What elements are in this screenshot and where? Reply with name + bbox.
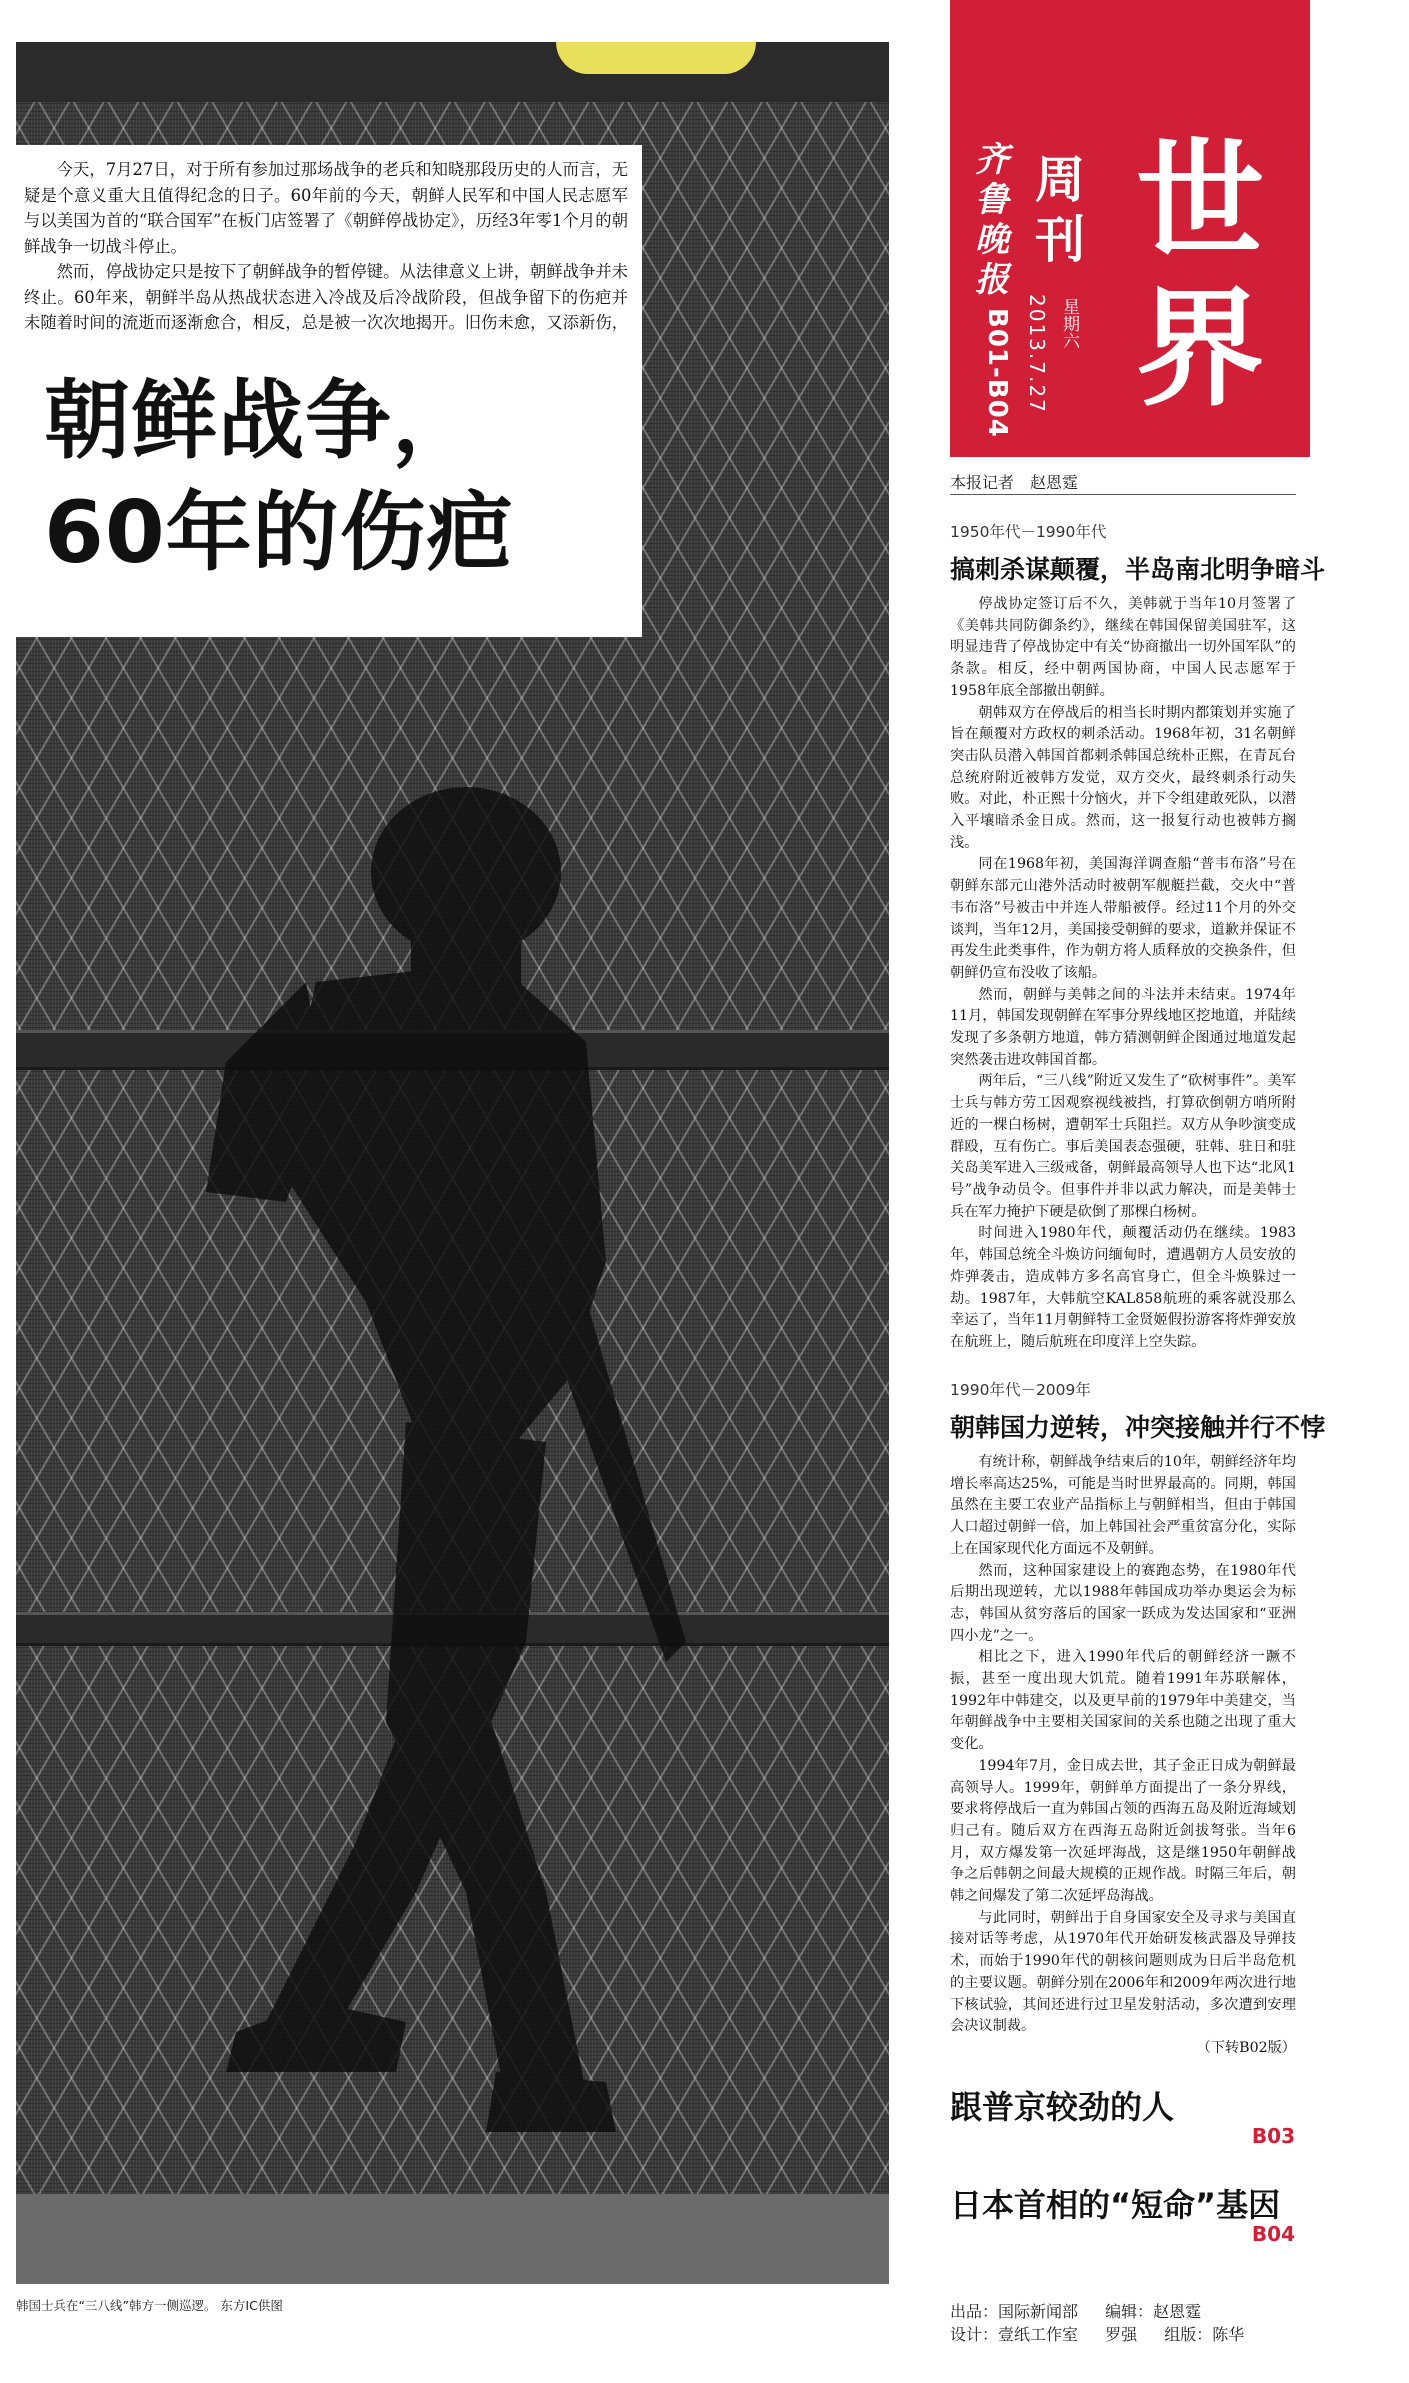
divider — [950, 494, 1296, 495]
soldier-silhouette — [166, 742, 726, 2222]
headline-line-1: 朝鲜战争， — [44, 371, 479, 471]
continued-note: （下转B02版） — [1196, 2039, 1296, 2056]
article-body-2 — [950, 1452, 1296, 2060]
teaser-title-b04[interactable]: 日本首相的“短命”基因 — [950, 2186, 1281, 2224]
teaser-title-b03[interactable]: 跟普京较劲的人 — [950, 2088, 1175, 2126]
teaser-page-b04[interactable]: B04 — [1251, 2222, 1295, 2246]
article-paragraph: 同在1968年初，美国海洋调查船“普韦布洛”号在朝鲜东部元山港外活动时被朝军舰艇拦截，交火中“普韦布洛”号被击中并连人带船被俘。经过11个月的外交谈判，当年12月，美国接受朝鲜的要求，道歉并保证不再发生此类事件，作为朝方将人质释放的交换条件，但朝鲜仍宣布没收了该船。 — [950, 856, 1296, 981]
article-paragraph: 有统计称，朝鲜战争结束后的10年，朝鲜经济年均增长率高达25%，可能是当时世界最高的。同期，韩国虽然在主要工农业产品指标上与朝鲜相当，但由于韩国人口超过朝鲜一倍，加上韩国社会严重贫富分化，实际上在国家现代化方面远不及朝鲜。 — [950, 1454, 1296, 1557]
page-credits — [950, 2300, 1244, 2346]
teaser-page-b03[interactable]: B03 — [1251, 2124, 1295, 2148]
era-label-2: 1990年代－2009年 — [950, 1381, 1091, 1399]
photo-caption: 韩国士兵在“三八线”韩方一侧巡逻。 东方IC供图 — [16, 2298, 283, 2313]
photo-ground — [16, 2194, 889, 2284]
intro-text-box — [10, 145, 642, 337]
article-paragraph: 两年后，“三八线”附近又发生了“砍树事件”。美军士兵与韩方劳工因观察视线被挡，打算砍倒朝方哨所附近的一棵白杨树，遭朝军士兵阻拦。双方从争吵演变成群殴，互有伤亡。事后美国表态强硬，驻韩、驻日和驻关岛美军进入三级戒备，朝鲜最高领导人也下达“北风1号”战争动员令。但事件并非以武力解决，而是美韩士兵在军力掩护下硬是砍倒了那棵白杨树。 — [950, 1073, 1296, 1220]
era-label-1: 1950年代－1990年代 — [950, 523, 1107, 541]
section-title: 世界 — [1135, 127, 1264, 424]
photo-top-rail — [16, 42, 889, 102]
intro-paragraph: 今天，7月27日，对于所有参加过那场战争的老兵和知晓那段历史的人而言，无疑是个意义重大且值得纪念的日子。60年前的今天，朝鲜人民军和中国人民志愿军与以美国为首的“联合国军”在板门店签署了《朝鲜停战协定》，历经3年零1个月的朝鲜战争一切战斗停止。 — [24, 160, 628, 256]
article-paragraph: 然而，这种国家建设上的赛跑态势，在1980年代后期出现逆转，尤以1988年韩国成功举办奥运会为标志，韩国从贫穷落后的国家一跃成为发达国家和“亚洲四小龙”之一。 — [950, 1562, 1296, 1644]
newspaper-logo: 齐鲁晚报 — [975, 140, 1009, 300]
masthead — [950, 0, 1310, 457]
weekday: 星期六 — [1059, 298, 1079, 349]
article-paragraph: 停战协定签订后不久，美韩就于当年10月签署了《美韩共同防御条约》，继续在韩国保留美国驻军，这明显违背了停战协定中有关“协商撤出一切外国军队”的条款。相反，经中朝两国协商，中国人民志愿军于1958年底全部撤出朝鲜。 — [950, 596, 1296, 699]
article-paragraph: 与此同时，朝鲜出于自身国家安全及寻求与美国直接对话等考虑，从1970年代开始研发核武器及导弹技术，而始于1990年代的朝核问题则成为日后半岛危机的主要议题。朝鲜分别在2006年和2009年两次进行地下核试验，其间还进行过卫星发射活动，多次遭到安理会决议制裁。 — [950, 1909, 1296, 2035]
photo-yellow-patch — [556, 42, 756, 74]
article-paragraph: 然而，朝鲜与美韩之间的斗法并未结束。1974年11月，韩国发现朝鲜在军事分界线地区挖地道，并陆续发现了多条朝方地道，韩方猜测朝鲜企图通过地道发起突然袭击进攻韩国首都。 — [950, 986, 1296, 1068]
headline-line-2: 60年的伤疤 — [44, 483, 514, 583]
credit-editor: 编辑：赵恩霆 — [1105, 2302, 1202, 2321]
page-range: B01-B04 — [982, 308, 1012, 438]
intro-paragraph: 然而，停战协定只是按下了朝鲜战争的暂停键。从法律意义上讲，朝鲜战争并未终止。60年来，朝鲜半岛从热战状态进入冷战及后冷战阶段，但战争留下的伤疤并未随着时间的流逝而逐渐愈合，相反，总是被一次次地揭开。旧伤未愈，又添新伤， — [24, 262, 628, 332]
article-paragraph: 1994年7月，金日成去世，其子金正日成为朝鲜最高领导人。1999年，朝鲜单方面提出了一条分界线，要求将停战后一直为韩国占领的西海五岛及附近海域划归己有。随后双方在西海五岛附近剑拔弩张。当年6月，双方爆发第一次延坪海战，这是继1950年朝鲜战争之后韩朝之间最大规模的正规作战。时隔三年后，朝韩之间爆发了第二次延坪岛海战。 — [950, 1757, 1296, 1905]
issue-date: 2013.7.27 — [1025, 294, 1049, 414]
weekly-label: 周刊 — [1035, 151, 1085, 269]
article-paragraph: 时间进入1980年代，颠覆活动仍在继续。1983年，韩国总统全斗焕访问缅甸时，遭遇朝方人员安放的炸弹袭击，造成韩方多名高官身亡，但全斗焕躲过一劫。1987年，大韩航空KAL858航班的乘客就没那么幸运了，当年11月朝鲜特工金贤姬假扮游客将炸弹安放在航班上，随后航班在印度洋上空失踪。 — [950, 1225, 1296, 1350]
credit-layout: 组版：陈华 — [1164, 2325, 1245, 2344]
section-heading-1: 搞刺杀谋颠覆，半岛南北明争暗斗 — [950, 555, 1326, 584]
byline: 本报记者 赵恩霆 — [950, 473, 1079, 492]
article-body-1 — [950, 594, 1296, 1354]
credit-designer: 罗强 — [1105, 2325, 1138, 2344]
article-paragraph: 相比之下，进入1990年代后的朝鲜经济一蹶不振，甚至一度出现大饥荒。随着1991年苏联解体，1992年中韩建交，以及更早前的1979年中美建交，当年朝鲜战争中主要相关国家间的关系也随之出现了重大变化。 — [950, 1649, 1296, 1753]
credit-producer: 出品：国际新闻部 — [950, 2302, 1079, 2321]
article-paragraph: 朝韩双方在停战后的相当长时期内都策划并实施了旨在颠覆对方政权的刺杀活动。1968年初，31名朝鲜突击队员潜入韩国首都刺杀韩国总统朴正熙，在青瓦台总统府附近被韩方发觉，双方交火，最终刺杀行动失败。对此，朴正熙十分恼火，并下令组建敢死队，以潜入平壤暗杀金日成。然而，这一报复行动也被韩方搁浅。 — [950, 704, 1296, 851]
headline-box — [10, 337, 642, 637]
section-slogan: 世界眼光看世界 — [1278, 145, 1301, 386]
section-heading-2: 朝韩国力逆转，冲突接触并行不悖 — [950, 1413, 1326, 1442]
credit-design: 设计：壹纸工作室 — [950, 2325, 1079, 2344]
